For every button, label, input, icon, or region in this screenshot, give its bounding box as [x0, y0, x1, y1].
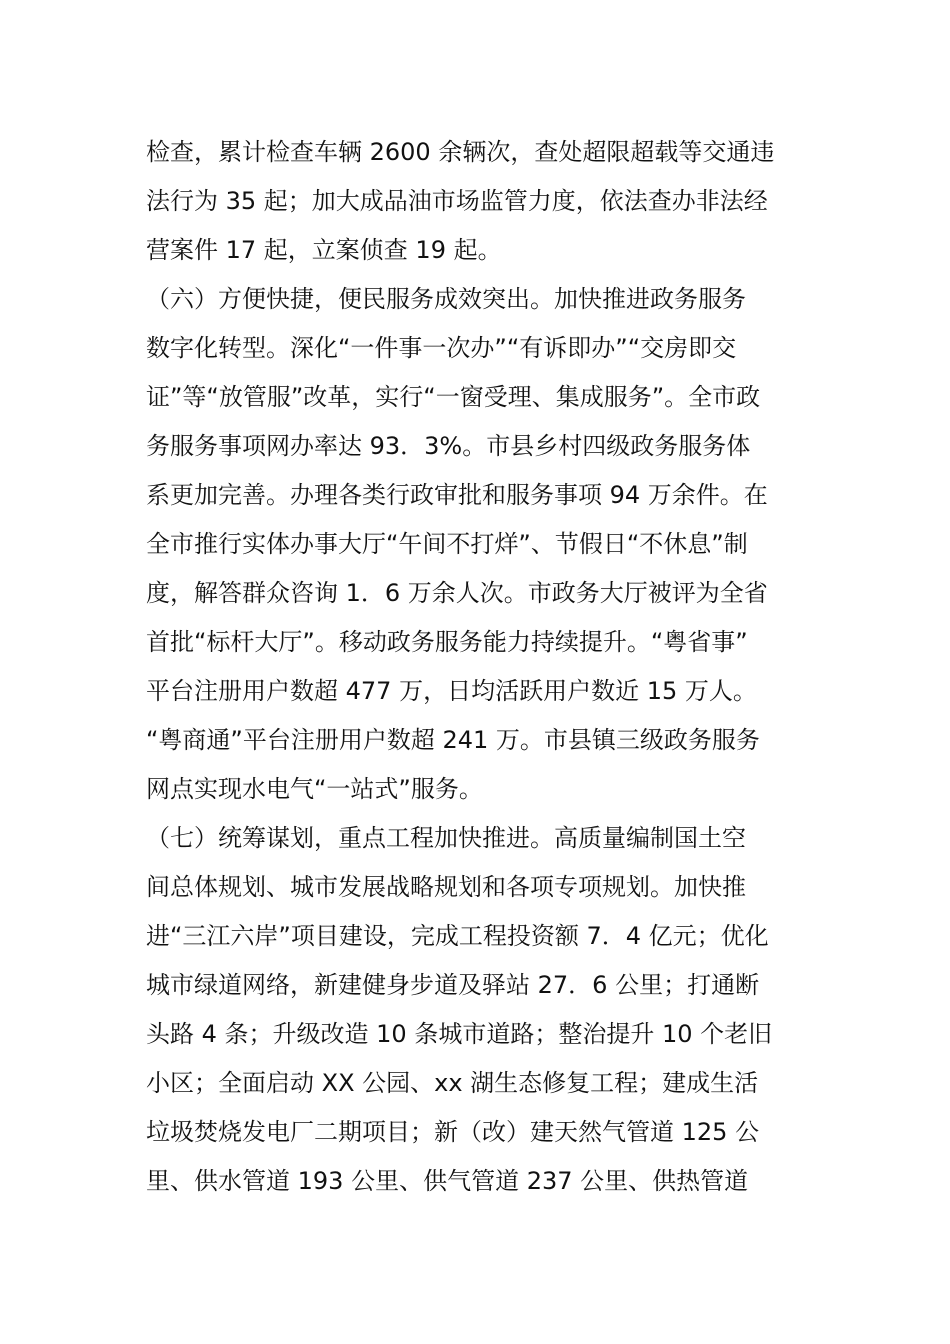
text-line: 里、供水管道 193 公里、供气管道 237 公里、供热管道	[146, 1167, 749, 1195]
text-line: 证”等“放管服”改革，实行“一窗受理、集成服务”。全市政	[146, 383, 761, 411]
section-7-heading-line: （七）统筹谋划，重点工程加快推进。高质量编制国土空	[146, 824, 746, 852]
text-line: “粤商通”平台注册用户数超 241 万。市县镇三级政务服务	[146, 726, 760, 754]
text-line: 务服务事项网办率达 93．3%。市县乡村四级政务服务体	[146, 432, 751, 460]
text-line: 法行为 35 起；加大成品油市场监管力度，依法查办非法经	[146, 187, 768, 215]
text-line: 城市绿道网络，新建健身步道及驿站 27．6 公里；打通断	[146, 971, 760, 999]
text-line: 度，解答群众咨询 1．6 万余人次。市政务大厅被评为全省	[146, 579, 768, 607]
text-line: 网点实现水电气“一站式”服务。	[146, 775, 483, 803]
text-line: 检查，累计检查车辆 2600 余辆次，查处超限超载等交通违	[146, 138, 775, 166]
text-line: 平台注册用户数超 477 万，日均活跃用户数近 15 万人。	[146, 677, 757, 705]
text-line: 数字化转型。深化“一件事一次办”“有诉即办”“交房即交	[146, 334, 737, 362]
text-line: 全市推行实体办事大厅“午间不打烊”、节假日“不休息”制	[146, 530, 748, 558]
text-line: 间总体规划、城市发展战略规划和各项专项规划。加快推	[146, 873, 746, 901]
text-line: 营案件 17 起，立案侦查 19 起。	[146, 236, 502, 264]
text-line: 小区；全面启动 XX 公园、xx 湖生态修复工程；建成生活	[146, 1069, 759, 1097]
body-text	[146, 128, 826, 1206]
text-line: 垃圾焚烧发电厂二期项目；新（改）建天然气管道 125 公	[146, 1118, 760, 1146]
section-6-heading-line: （六）方便快捷，便民服务成效突出。加快推进政务服务	[146, 285, 746, 313]
text-line: 系更加完善。办理各类行政审批和服务事项 94 万余件。在	[146, 481, 768, 509]
text-line: 首批“标杆大厅”。移动政务服务能力持续提升。“粤省事”	[146, 628, 748, 656]
text-line: 进“三江六岸”项目建设，完成工程投资额 7．4 亿元；优化	[146, 922, 769, 950]
text-line: 头路 4 条；升级改造 10 条城市道路；整治提升 10 个老旧	[146, 1020, 773, 1048]
